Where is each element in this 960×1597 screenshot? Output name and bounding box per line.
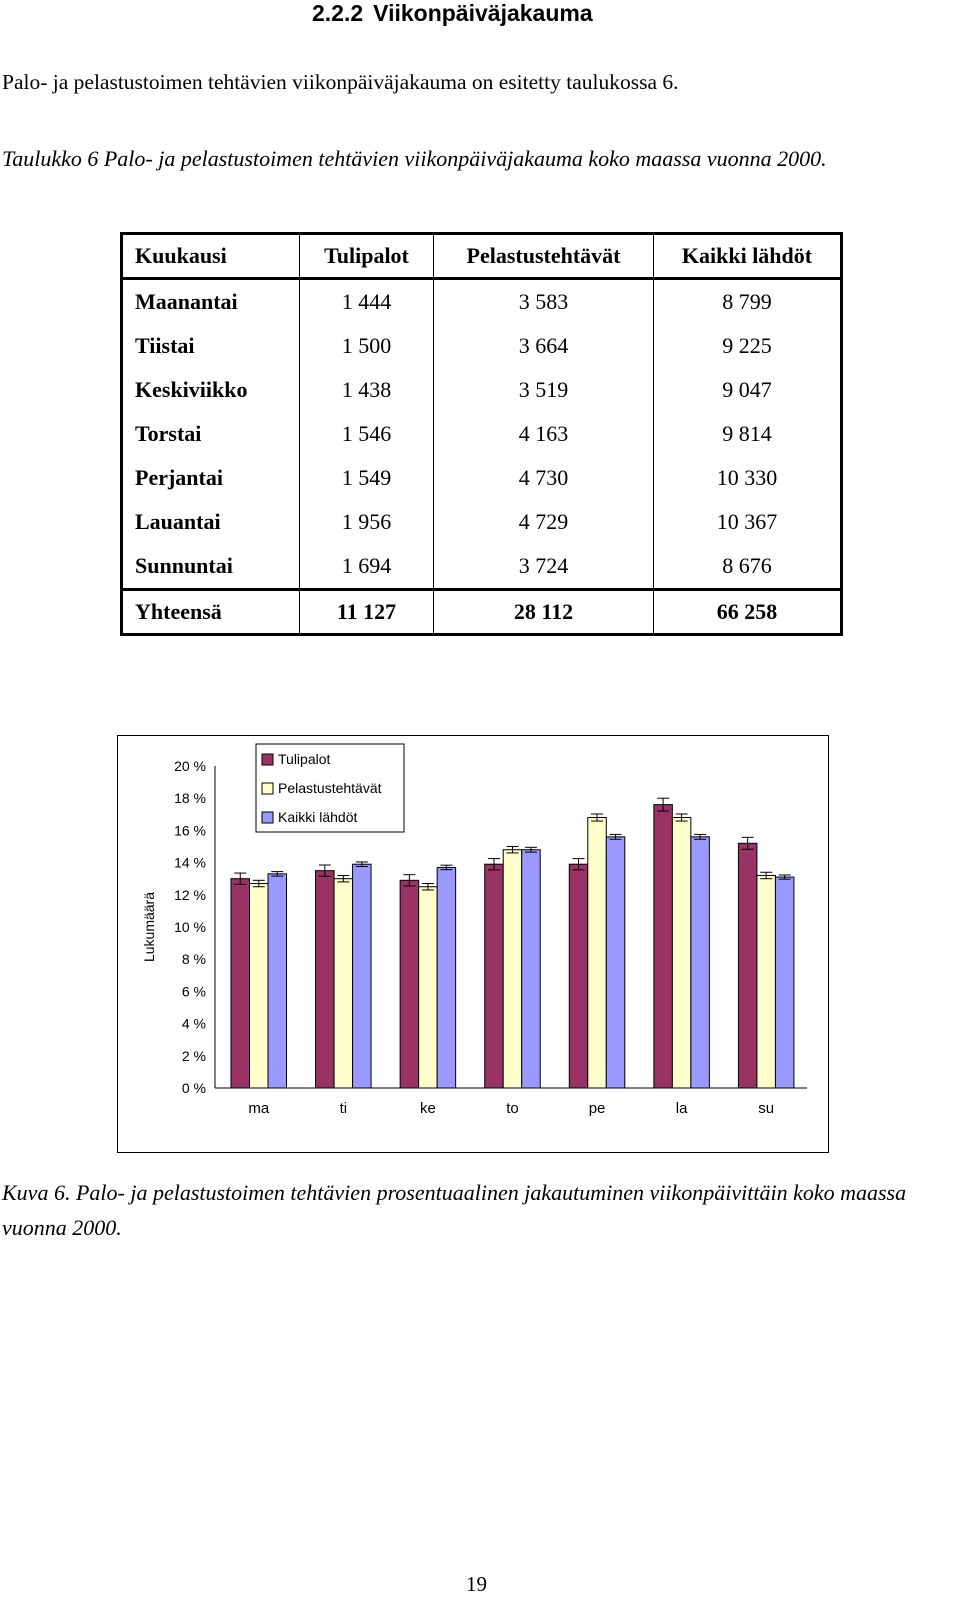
legend-swatch: [262, 754, 273, 765]
bar-pelastustehtavat-la: [672, 818, 691, 1088]
bar-kaikki-lahdöt-ti: [353, 864, 372, 1088]
y-tick-label: 2 %: [181, 1047, 206, 1064]
y-tick-label: 8 %: [181, 951, 206, 968]
table-row: [122, 279, 842, 325]
x-tick-label: la: [675, 1100, 688, 1117]
table-cell: 4 729: [434, 500, 654, 544]
y-tick-label: 4 %: [181, 1015, 206, 1032]
bar-kaikki-lahdöt-la: [691, 837, 710, 1088]
bar-pelastustehtavat-su: [757, 875, 776, 1088]
bar-tulipalot-to: [485, 864, 504, 1088]
bar-kaikki-lahdöt-ke: [437, 867, 456, 1088]
total-cell: 28 112: [434, 590, 654, 635]
header-cell: Kuukausi: [122, 234, 300, 279]
bar-kaikki-lahdöt-pe: [606, 837, 625, 1088]
legend-label: Kaikki lähdöt: [278, 809, 358, 825]
row-label: Sunnuntai: [135, 553, 233, 578]
table-cell: 1 444: [300, 279, 434, 325]
table-cell: 1 546: [300, 412, 434, 456]
y-tick-label: 10 %: [174, 919, 206, 935]
bar-pelastustehtavat-ma: [250, 884, 269, 1088]
table-header-row: [122, 234, 842, 279]
bar-kaikki-lahdöt-ma: [268, 874, 287, 1088]
table-row: [122, 412, 842, 456]
legend-swatch: [262, 783, 273, 794]
total-cell: 11 127: [300, 590, 434, 635]
figure-caption-label: Kuva 6.: [2, 1180, 71, 1205]
bar-tulipalot-pe: [569, 864, 588, 1088]
x-tick-label: ti: [339, 1100, 348, 1117]
bar-tulipalot-ma: [231, 879, 250, 1088]
table-row: [122, 456, 842, 500]
section-heading: [312, 0, 593, 27]
row-label: Perjantai: [135, 465, 223, 490]
table-cell: 1 549: [300, 456, 434, 500]
table-cell: 1 500: [300, 324, 434, 368]
table-cell: 10 367: [654, 500, 842, 544]
section-title: Viikonpäiväjakauma: [373, 0, 593, 26]
total-cell: 66 258: [654, 590, 842, 635]
legend-label: Pelastustehtävät: [278, 780, 382, 796]
weekday-table: [120, 232, 843, 636]
row-label: Torstai: [135, 421, 202, 446]
table-row: [122, 500, 842, 544]
row-label: Keskiviikko: [135, 377, 248, 402]
y-tick-label: 12 %: [174, 886, 206, 903]
table-row: [122, 324, 842, 368]
page-number: 19: [466, 1572, 487, 1596]
total-label: Yhteensä: [122, 590, 300, 635]
table-cell: 9 047: [654, 368, 842, 412]
intro-paragraph: Palo- ja pelastustoimen tehtävien viikonpäiväjakauma on esitetty taulukossa 6.: [2, 70, 679, 94]
table-cell: 1 438: [300, 368, 434, 412]
y-tick-label: 0 %: [181, 1080, 206, 1096]
x-tick-label: to: [506, 1100, 519, 1117]
bar-pelastustehtavat-to: [503, 850, 522, 1088]
y-tick-label: 20 %: [174, 758, 206, 774]
table-cell: 3 724: [434, 544, 654, 590]
y-tick-label: 6 %: [181, 983, 206, 1000]
bar-tulipalot-ke: [400, 880, 419, 1088]
table-row: [122, 368, 842, 412]
x-tick-label: ma: [248, 1100, 270, 1117]
x-tick-label: pe: [588, 1100, 606, 1117]
table-total-row: [122, 590, 842, 635]
row-label: Lauantai: [135, 509, 221, 534]
figure-caption-text: Palo- ja pelastustoimen tehtävien prosentuaalinen jakautuminen viikonpäivittäin koko maassa vuonna 2000.: [2, 1180, 907, 1240]
table-cell: 3 519: [434, 368, 654, 412]
bar-kaikki-lahdöt-to: [522, 850, 541, 1088]
table-row: [122, 544, 842, 590]
y-tick-label: 18 %: [174, 790, 206, 807]
table-cell: 1 956: [300, 500, 434, 544]
section-number: 2.2.2: [312, 0, 364, 26]
table-cell: 8 799: [654, 279, 842, 325]
header-cell: Kaikki lähdöt: [654, 234, 842, 279]
table-cell: 3 664: [434, 324, 654, 368]
bar-pelastustehtavat-pe: [588, 818, 607, 1088]
row-label: Tiistai: [135, 333, 195, 358]
bar-tulipalot-su: [738, 843, 757, 1088]
table-caption: Taulukko 6 Palo- ja pelastustoimen tehtävien viikonpäiväjakauma koko maassa vuonna 2000.: [2, 146, 827, 171]
y-tick-label: 16 %: [174, 822, 206, 839]
table-cell: 9 225: [654, 324, 842, 368]
table-cell: 4 730: [434, 456, 654, 500]
table-cell: 9 814: [654, 412, 842, 456]
table-cell: 1 694: [300, 544, 434, 590]
legend-label: Tulipalot: [278, 751, 331, 767]
bar-tulipalot-la: [654, 805, 673, 1088]
bar-pelastustehtavat-ke: [419, 887, 438, 1088]
y-axis-label: Lukumäärä: [141, 891, 157, 963]
table-cell: 8 676: [654, 544, 842, 590]
x-tick-label: su: [758, 1100, 775, 1117]
figure-caption: [2, 1175, 952, 1245]
header-cell: Pelastustehtävät: [434, 234, 654, 279]
bar-pelastustehtavat-ti: [334, 879, 353, 1088]
chart-canvas: [118, 736, 828, 1152]
table-cell: 4 163: [434, 412, 654, 456]
table-cell: 10 330: [654, 456, 842, 500]
table-cell: 3 583: [434, 279, 654, 325]
row-label: Maanantai: [135, 289, 238, 314]
bar-tulipalot-ti: [316, 871, 335, 1088]
weekday-chart: [117, 735, 829, 1153]
y-tick-label: 14 %: [174, 854, 206, 871]
legend-swatch: [262, 812, 273, 823]
header-cell: Tulipalot: [300, 234, 434, 279]
x-tick-label: ke: [419, 1100, 436, 1117]
bar-kaikki-lahdöt-su: [775, 877, 794, 1088]
